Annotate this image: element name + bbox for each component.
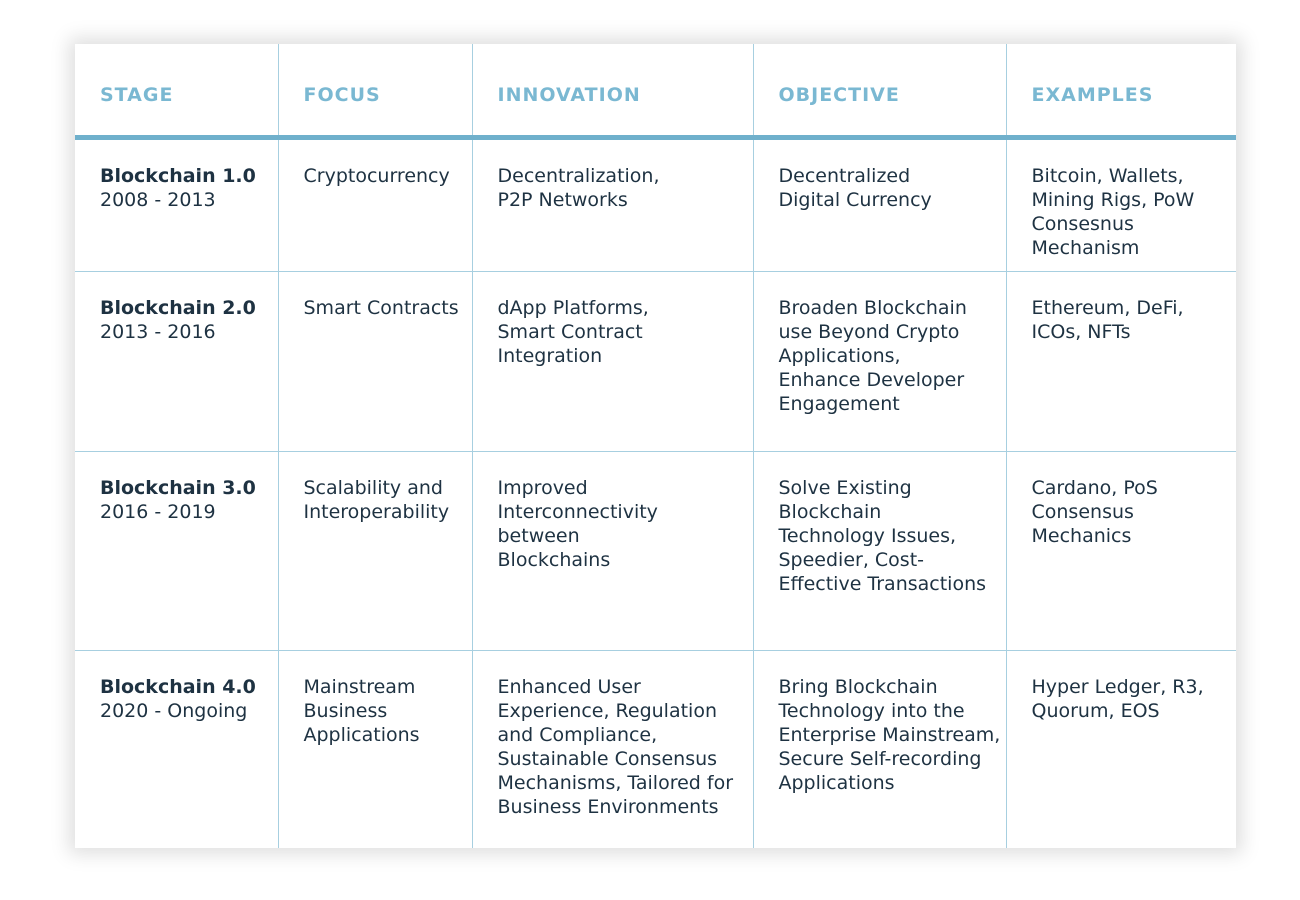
focus-cell — [278, 650, 472, 848]
focus-text: Scalability and Interoperability — [303, 476, 450, 523]
stage-cell — [75, 451, 278, 650]
focus-text: Cryptocurrency — [303, 164, 450, 187]
header-stage: STAGE — [75, 44, 278, 137]
objective-text: Bring Blockchain Technology into the Enterprise Mainstream, Secure Self-recording Applications — [778, 675, 1001, 794]
stage-name: Blockchain 3.0 — [100, 476, 256, 499]
objective-cell — [753, 650, 1006, 848]
table-row — [75, 451, 1236, 650]
examples-text: Hyper Ledger, R3, Quorum, EOS — [1031, 675, 1204, 722]
objective-cell — [753, 137, 1006, 271]
objective-text: Solve Existing Blockchain Technology Issues, Speedier, Cost- Effective Transactions — [778, 476, 987, 595]
stage-name: Blockchain 1.0 — [100, 164, 256, 187]
focus-cell — [278, 451, 472, 650]
innovation-text: Improved Interconnectivity between Blockchains — [497, 476, 658, 571]
focus-text: Smart Contracts — [303, 296, 459, 319]
objective-cell — [753, 451, 1006, 650]
examples-cell — [1006, 650, 1236, 848]
objective-text: Decentralized Digital Currency — [778, 164, 932, 211]
examples-cell — [1006, 137, 1236, 271]
examples-cell — [1006, 271, 1236, 451]
header-innovation: INNOVATION — [472, 44, 753, 137]
stage-name: Blockchain 2.0 — [100, 296, 256, 319]
header-objective: OBJECTIVE — [753, 44, 1006, 137]
table-row — [75, 271, 1236, 451]
focus-text: Mainstream Business Applications — [303, 675, 420, 746]
stage-cell — [75, 137, 278, 271]
examples-text: Ethereum, DeFi, ICOs, NFTs — [1031, 296, 1184, 343]
stage-years: 2008 - 2013 — [100, 188, 216, 211]
blockchain-stages-table-card — [75, 44, 1236, 848]
stage-years: 2020 - Ongoing — [100, 699, 248, 722]
examples-cell — [1006, 451, 1236, 650]
stage-years: 2013 - 2016 — [100, 320, 216, 343]
stage-name: Blockchain 4.0 — [100, 675, 256, 698]
table-row — [75, 650, 1236, 848]
objective-cell — [753, 271, 1006, 451]
innovation-cell — [472, 271, 753, 451]
innovation-cell — [472, 137, 753, 271]
focus-cell — [278, 271, 472, 451]
innovation-text: Enhanced User Experience, Regulation and Compliance, Sustainable Consensus Mechanisms, Tailored for Business Environments — [497, 675, 734, 818]
table-row — [75, 137, 1236, 271]
stage-cell — [75, 650, 278, 848]
focus-cell — [278, 137, 472, 271]
innovation-cell — [472, 650, 753, 848]
header-row — [75, 44, 1236, 137]
innovation-cell — [472, 451, 753, 650]
innovation-text: Decentralization, P2P Networks — [497, 164, 660, 211]
innovation-text: dApp Platforms, Smart Contract Integration — [497, 296, 649, 367]
objective-text: Broaden Blockchain use Beyond Crypto Applications, Enhance Developer Engagement — [778, 296, 967, 415]
blockchain-stages-table — [75, 44, 1236, 848]
examples-text: Bitcoin, Wallets, Mining Rigs, PoW Consesnus Mechanism — [1031, 164, 1195, 259]
stage-years: 2016 - 2019 — [100, 500, 216, 523]
header-examples: EXAMPLES — [1006, 44, 1236, 137]
header-focus: FOCUS — [278, 44, 472, 137]
stage-cell — [75, 271, 278, 451]
examples-text: Cardano, PoS Consensus Mechanics — [1031, 476, 1158, 547]
